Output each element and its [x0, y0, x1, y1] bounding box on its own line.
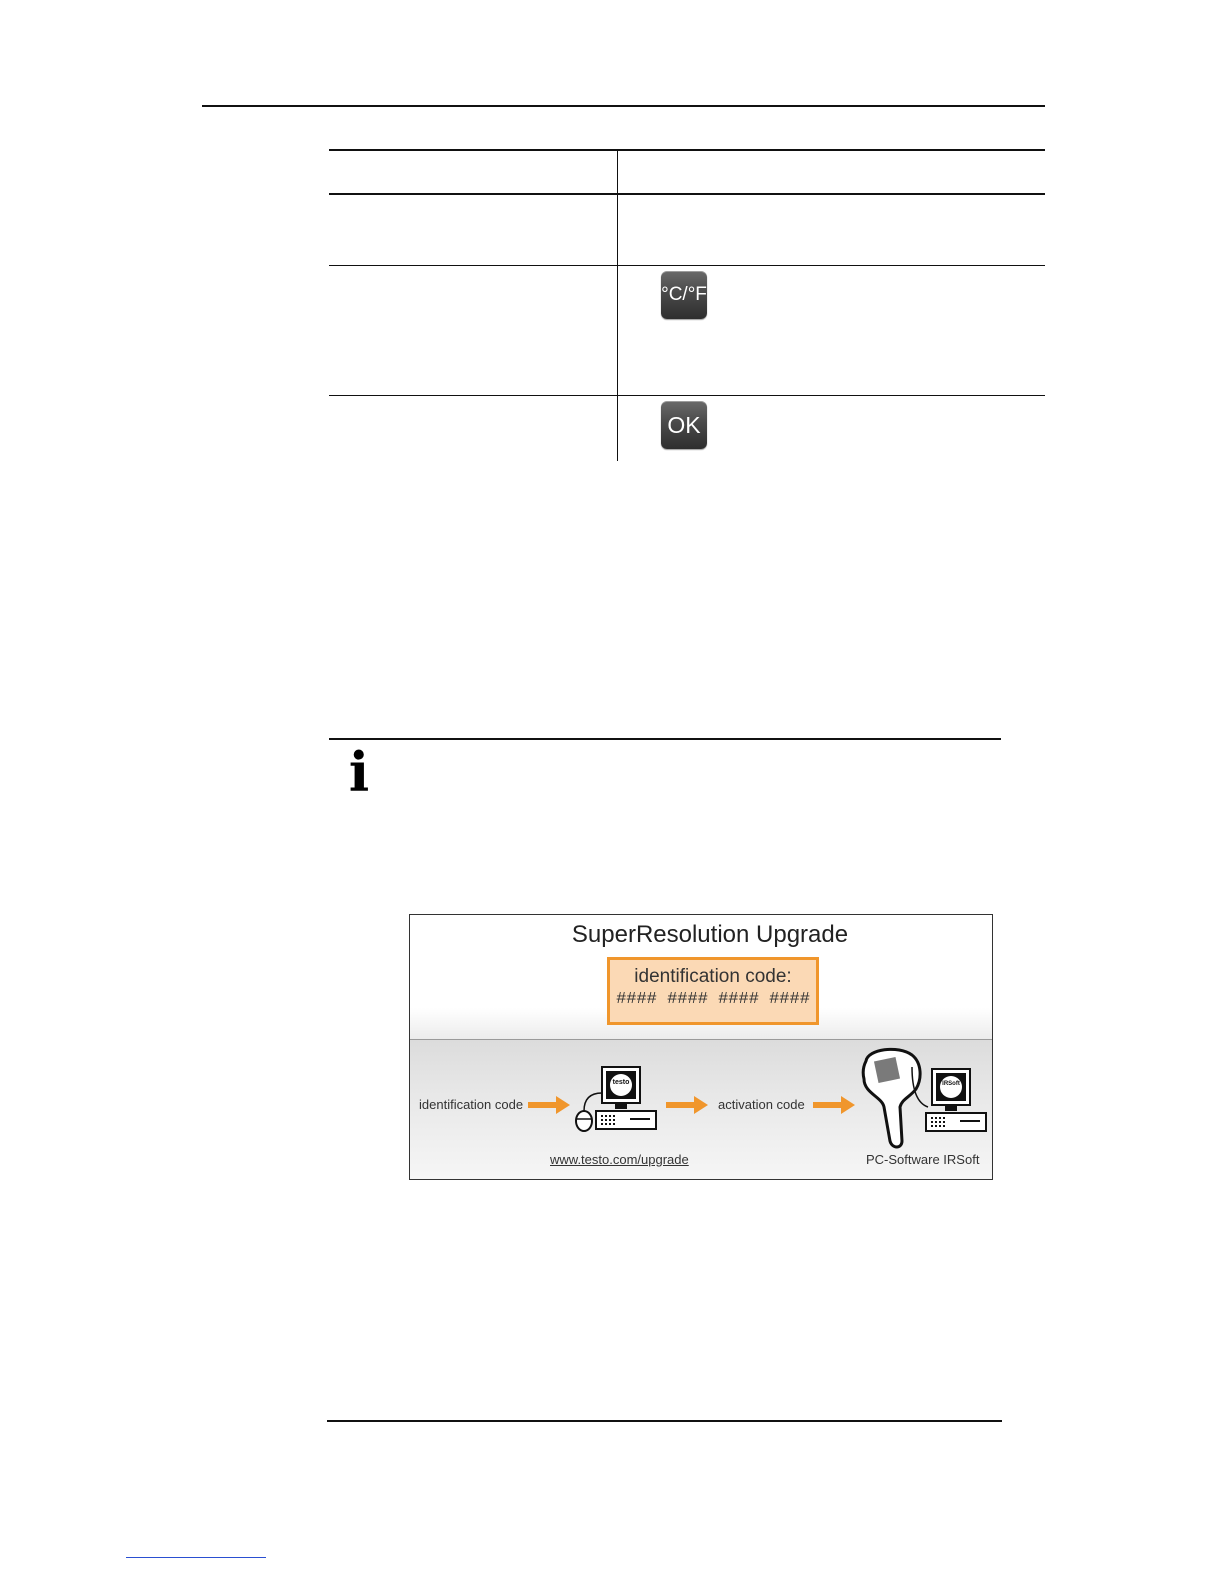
- arrow-right-icon: [813, 1096, 855, 1114]
- ok-button[interactable]: [661, 401, 707, 449]
- table-header-rule: [329, 193, 1045, 195]
- arrow-right-icon: [528, 1096, 570, 1114]
- table-row-divider: [329, 395, 1045, 396]
- irsoft-computer-icon: [910, 1067, 990, 1137]
- pc-software-label: PC-Software IRSoft: [866, 1152, 980, 1167]
- upgrade-url-link[interactable]: www.testo.com/upgrade: [550, 1152, 689, 1167]
- step-activation-code-label: activation code: [718, 1097, 805, 1112]
- identification-code-label: identification code:: [634, 966, 792, 987]
- step-identification-code-label: identification code: [419, 1097, 524, 1112]
- arrow-right-icon: [666, 1096, 708, 1114]
- table-column-divider: [617, 149, 618, 461]
- computer-icon: [572, 1065, 660, 1135]
- superresolution-upgrade-figure: [409, 914, 993, 1180]
- pc-screen-label: testo: [612, 1079, 630, 1086]
- table-top-rule: [329, 149, 1045, 151]
- footnote-separator: [126, 1557, 266, 1558]
- identification-code-box: [607, 957, 819, 1025]
- figure-title: SuperResolution Upgrade: [571, 921, 849, 948]
- footer-rule: [327, 1420, 1002, 1422]
- note-top-rule: [329, 738, 1001, 740]
- info-icon: i: [348, 740, 370, 804]
- unit-toggle-label: °C/°F: [661, 284, 707, 305]
- identification-code-value: #### #### #### ####: [616, 990, 810, 1009]
- header-rule: [202, 105, 1045, 107]
- ok-label: OK: [667, 411, 701, 438]
- unit-toggle-button[interactable]: [661, 271, 707, 319]
- camera-screen-label: IRSoft: [942, 1081, 960, 1087]
- settings-table: [329, 149, 1045, 461]
- table-row-divider: [329, 265, 1045, 266]
